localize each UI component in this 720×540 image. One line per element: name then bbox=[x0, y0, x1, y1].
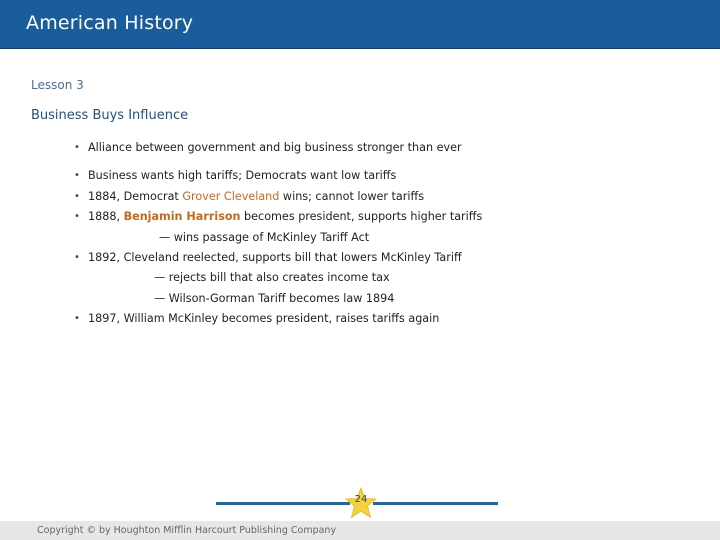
copyright-text: Copyright © by Houghton Mifflin Harcourt Publishing Company bbox=[37, 525, 337, 536]
footer-divider-left bbox=[216, 502, 350, 505]
slide-title: Business Buys Influence bbox=[31, 108, 189, 123]
bullet-icon: • bbox=[74, 211, 80, 223]
list-item: • Alliance between government and big business stronger than ever bbox=[74, 138, 674, 158]
bullet-icon: • bbox=[74, 190, 80, 202]
bullet-icon: • bbox=[74, 142, 80, 153]
list-item: • 1892, Cleveland reelected, supports bill that lowers McKinley Tariff bbox=[74, 248, 674, 268]
title-bar bbox=[0, 0, 720, 49]
sub-item: — Wilson-Gorman Tariff becomes law 1894 bbox=[154, 291, 395, 305]
list-item: • 1897, William McKinley becomes president, raises tariffs again bbox=[74, 309, 674, 329]
page-number: 24 bbox=[354, 494, 368, 505]
sub-item: — wins passage of McKinley Tariff Act bbox=[159, 230, 370, 244]
bullet-icon: • bbox=[74, 313, 80, 325]
list-item: • 1884, Democrat Grover Cleveland wins; cannot lower tariffs bbox=[74, 187, 674, 207]
bullet-list bbox=[74, 138, 674, 330]
name-highlight: Grover Cleveland bbox=[182, 189, 280, 203]
bullet-icon: • bbox=[74, 252, 80, 264]
list-item: • 1888, Benjamin Harrison becomes president, supports higher tariffs bbox=[74, 207, 674, 227]
course-title: American History bbox=[26, 12, 194, 34]
lesson-label: Lesson 3 bbox=[31, 78, 84, 92]
footer-divider-right bbox=[373, 502, 498, 505]
list-item: • Business wants high tariffs; Democrats want low tariffs bbox=[74, 166, 674, 186]
name-highlight: Benjamin Harrison bbox=[123, 210, 241, 224]
bullet-icon: • bbox=[74, 170, 80, 182]
sub-item: — rejects bill that also creates income tax bbox=[154, 271, 390, 285]
